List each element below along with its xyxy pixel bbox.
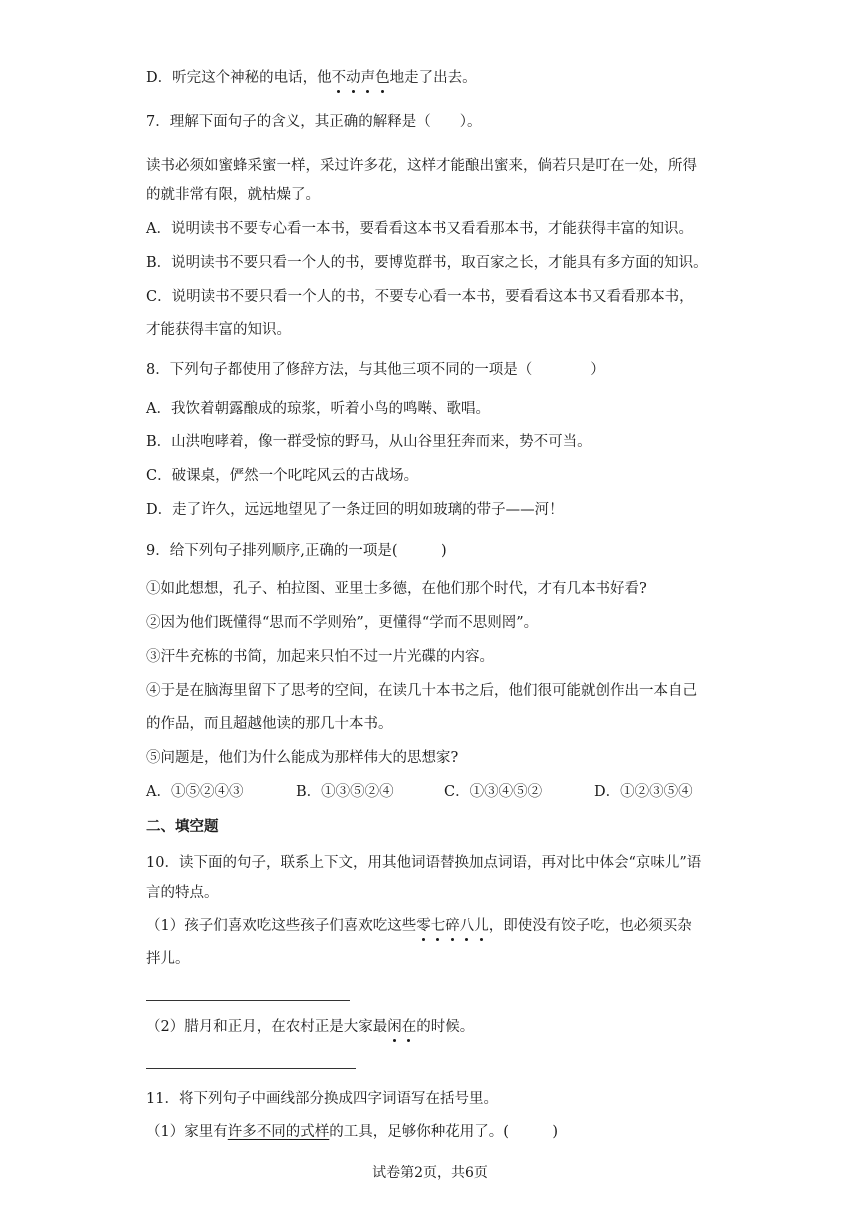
q10-stem-line1: 10．读下面的句子，联系上下文，用其他词语替换加点词语，再对比中体会“京味儿”语 xyxy=(146,855,702,871)
q8-option-c: C．破课桌，俨然一个叱咤风云的古战场。 xyxy=(146,468,419,484)
q10-part1-prefix: （1）孩子们喜欢吃这些孩子们喜欢吃这些 xyxy=(146,918,417,934)
q11-stem: 11．将下列句子中画线部分换成四字词语写在括号里。 xyxy=(146,1091,498,1107)
emphasis-char: 七 xyxy=(430,918,446,934)
q11-part1 xyxy=(146,1122,558,1142)
q9-sentence-2: ②因为他们既懂得“思而不学则殆”，更懂得“学而不思则罔”。 xyxy=(146,615,539,631)
q11-part1-suffix: 的工具，足够你种花用了。( ) xyxy=(329,1124,559,1140)
q10-answer-line-1[interactable] xyxy=(146,1000,350,1001)
q10-part2-suffix: 的时候。 xyxy=(416,1019,475,1035)
q7-option-b: B．说明读书不要只看一个人的书，要博览群书，取百家之长，才能具有多方面的知识。 xyxy=(146,255,708,271)
emphasis-char: 碎 xyxy=(445,918,460,934)
emphasis-char: 动 xyxy=(346,70,361,86)
q10-stem-line2: 言的特点。 xyxy=(146,885,219,901)
emphasis-char: 零 xyxy=(416,918,431,934)
q7-stem: 7．理解下面句子的含义，其正确的解释是（ ）。 xyxy=(146,114,482,130)
q7-option-a: A．说明读书不要专心看一本书，要看看这本书又看看那本书，才能获得丰富的知识。 xyxy=(146,221,693,237)
q9-sentence-3: ③汗牛充栋的书简，加起来只怕不过一片光碟的内容。 xyxy=(146,649,494,665)
q9-option-c: C．①③④⑤② xyxy=(444,784,543,800)
q7-quote-line1: 读书必须如蜜蜂采蜜一样，采过许多花，这样才能酿出蜜来，倘若只是叮在一处，所得 xyxy=(146,158,697,174)
q10-answer-line-2[interactable] xyxy=(146,1068,356,1069)
emphasis-char: 不 xyxy=(331,70,347,86)
q10-part1 xyxy=(146,916,692,936)
page-footer: 试卷第2页，共6页 xyxy=(372,1165,488,1181)
q7-option-c-line2: 才能获得丰富的知识。 xyxy=(146,322,291,338)
q11-part1-prefix: （1）家里有 xyxy=(146,1124,228,1140)
q9-sentence-4-line1: ④于是在脑海里留下了思考的空间，在读几十本书之后，他们很可能就创作出一本自己 xyxy=(146,683,697,699)
q8-option-b: B．山洪咆哮着，像一群受惊的野马，从山谷里狂奔而来，势不可当。 xyxy=(146,434,592,450)
emphasis-char: 八 xyxy=(459,918,475,934)
q9-sentence-1: ①如此想想，孔子、柏拉图、亚里士多德，在他们那个时代，才有几本书好看? xyxy=(146,581,647,597)
q9-stem: 9．给下列句子排列顺序,正确的一项是( ) xyxy=(146,543,447,559)
q10-part2-prefix: （2）腊月和正月，在农村正是大家最 xyxy=(146,1019,388,1035)
q7-option-c-line1: C．说明读书不要只看一个人的书，不要专心看一本书，要看看这本书又看看那本书， xyxy=(146,289,694,305)
emphasis-char: 闲 xyxy=(387,1019,402,1035)
emphasis-char: 儿 xyxy=(474,918,489,934)
q9-sentence-4-line2: 的作品，而且超越他读的那几十本书。 xyxy=(146,716,393,732)
q10-part1-line2: 拌儿。 xyxy=(146,951,190,967)
q9-option-d: D．①②③⑤④ xyxy=(594,784,693,800)
emphasis-char: 在 xyxy=(401,1019,417,1035)
q9-sentence-5: ⑤问题是，他们为什么能成为那样伟大的思想家? xyxy=(146,750,459,766)
underlined-phrase: 许多不同的式样 xyxy=(227,1124,330,1140)
q8-stem: 8．下列句子都使用了修辞方法，与其他三项不同的一项是（ ） xyxy=(146,362,605,378)
q9-option-b: B．①③⑤②④ xyxy=(296,784,394,800)
q10-part1-suffix: ，即使没有饺子吃，也必须买杂 xyxy=(488,918,692,934)
q10-part2 xyxy=(146,1017,474,1037)
q6-option-d xyxy=(146,68,477,88)
q8-option-d: D．走了许久，远远地望见了一条迂回的明如玻璃的带子——河！ xyxy=(146,502,564,518)
emphasis-char: 色 xyxy=(375,70,390,86)
q6-option-d-suffix: 地走了出去。 xyxy=(389,70,477,86)
q6-option-d-prefix: D．听完这个神秘的电话，他 xyxy=(146,70,332,86)
q7-quote-line2: 的就非常有限，就枯燥了。 xyxy=(146,187,320,203)
q9-option-a: A．①⑤②④③ xyxy=(146,784,244,800)
q8-option-a: A．我饮着朝露酿成的琼浆，听着小鸟的鸣啭、歌唱。 xyxy=(146,401,490,417)
emphasis-char: 声 xyxy=(360,70,376,86)
section-title: 二、填空题 xyxy=(146,819,219,835)
